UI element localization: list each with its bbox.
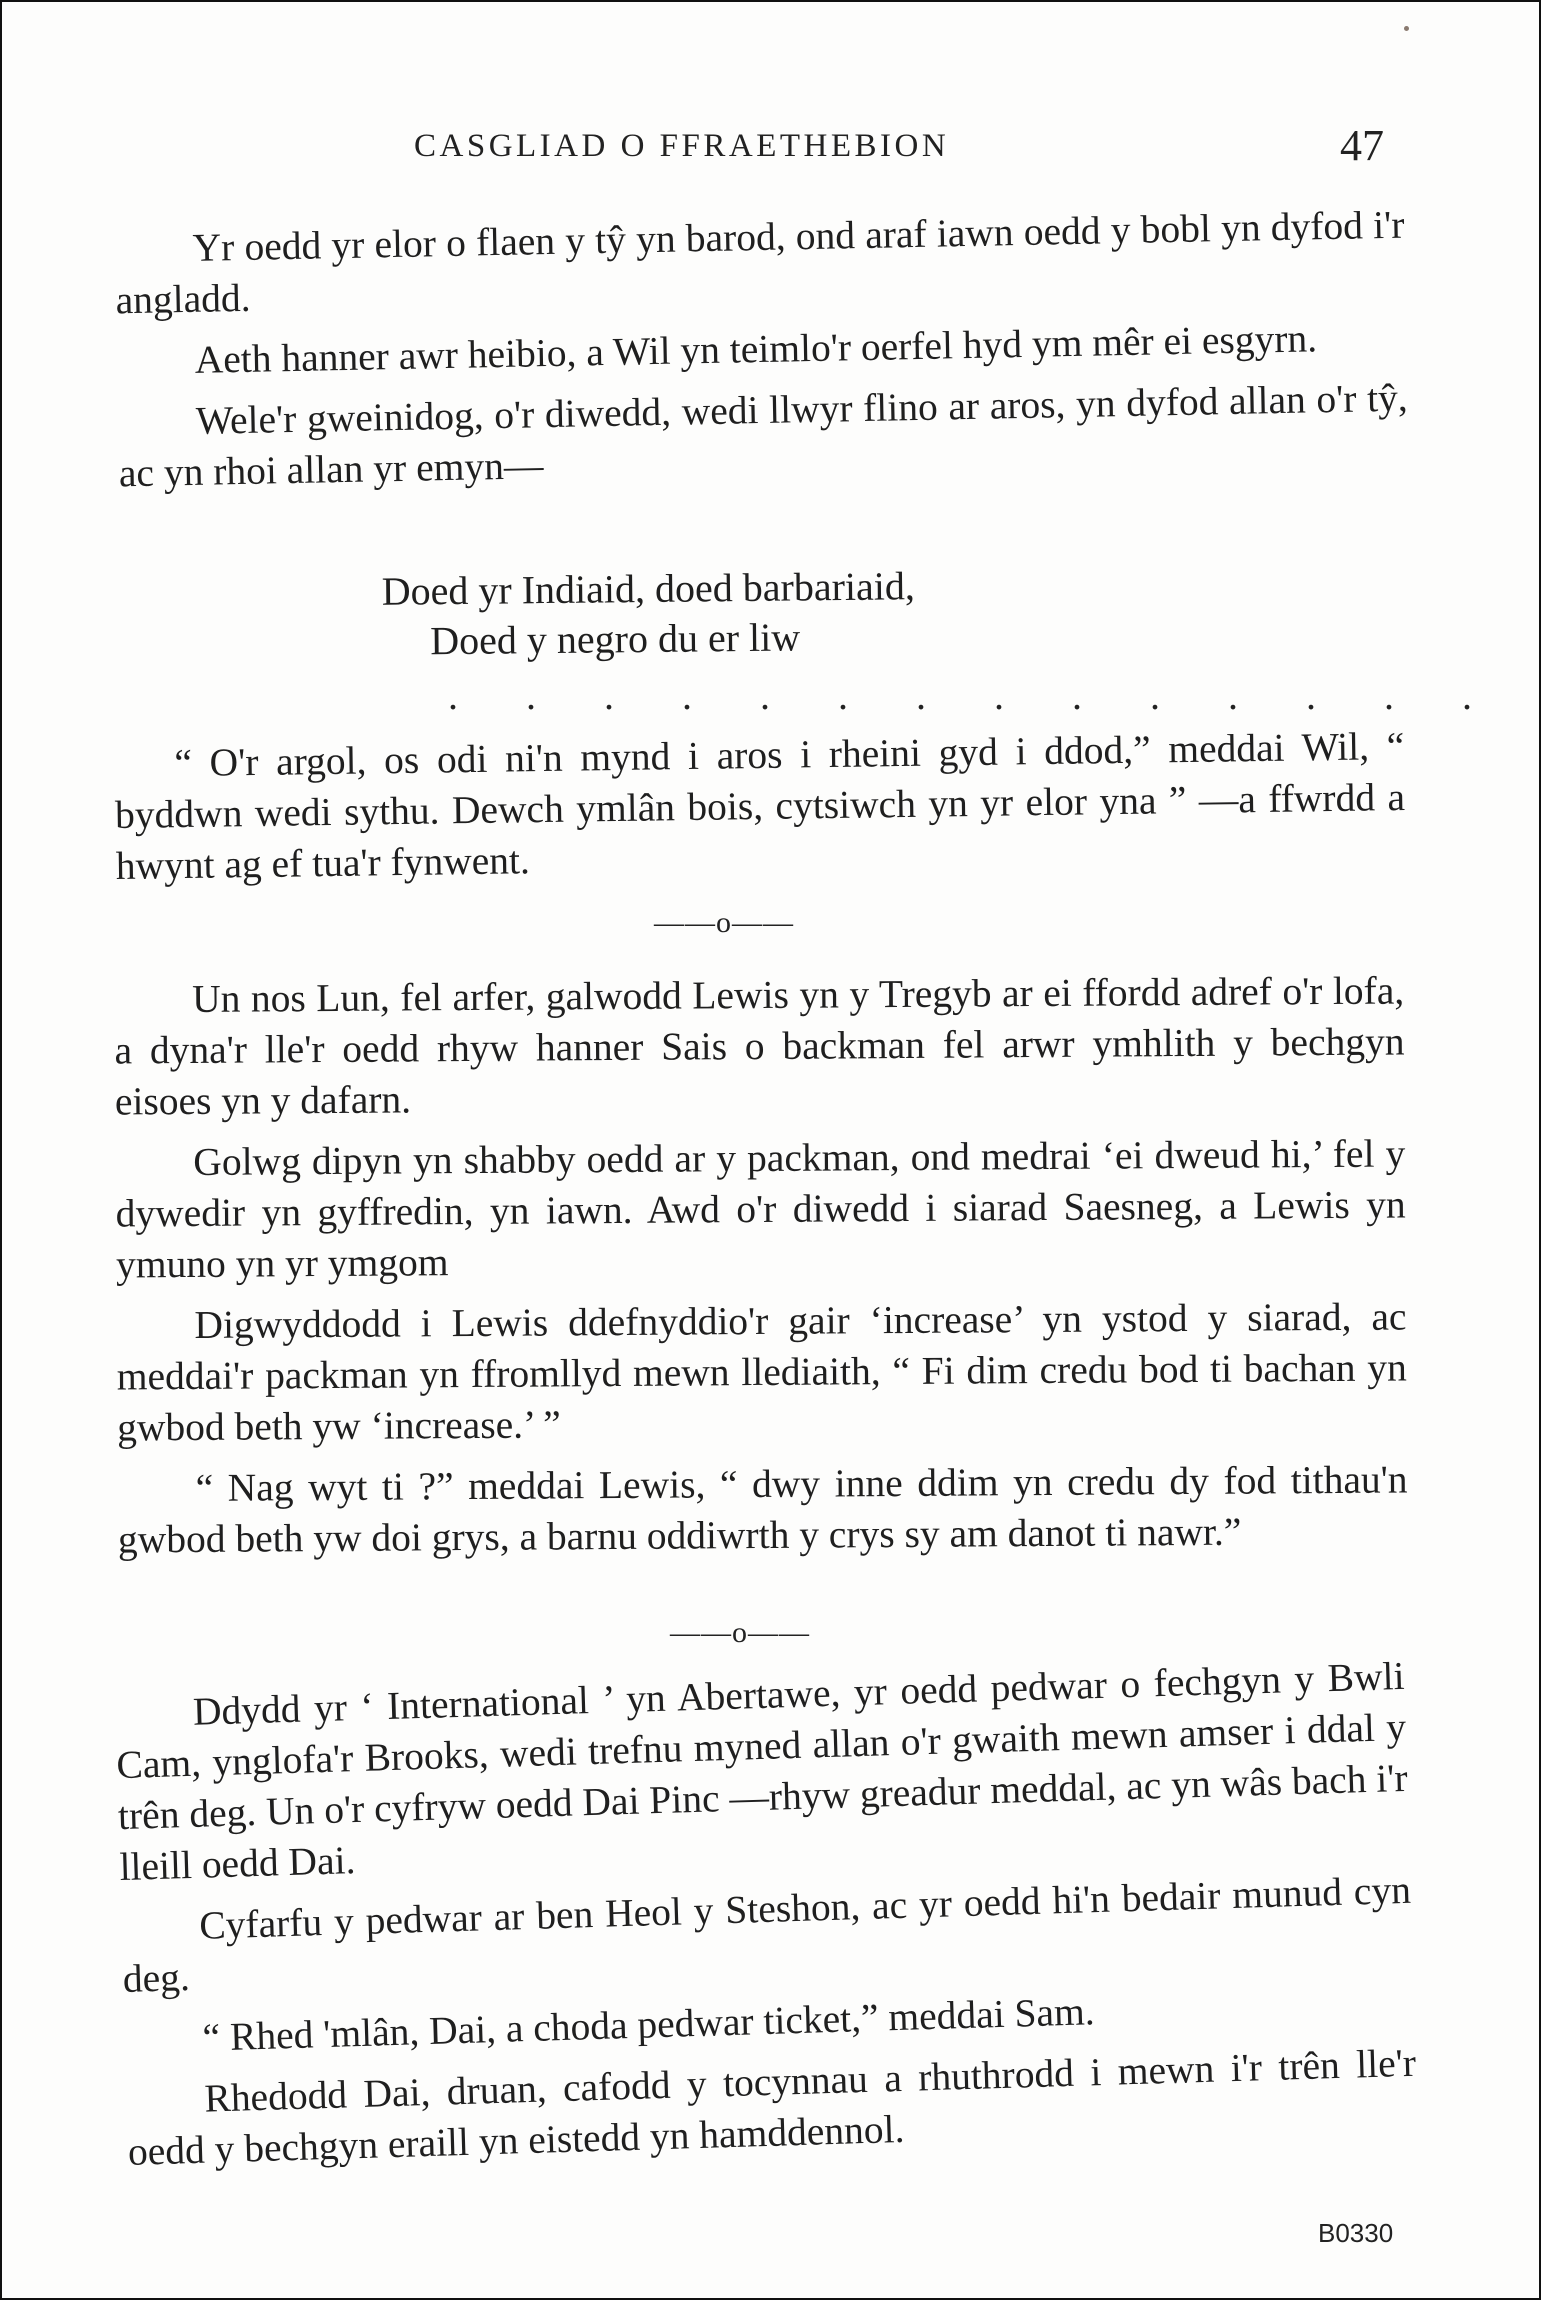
paragraph: Aeth hanner awr heibio, a Wil yn teimlo'r oerfel hyd ym mêr ei esgyrn.: [194, 316, 1318, 382]
section-first-paragraphs: [114, 200, 1409, 510]
closing-paragraph: “ O'r argol, os odi ni'n mynd i aros i rheini gyd i ddod,” meddai Wil, “ byddwn wedi sythu. Dewch ymlân bois, cytsiwch yn yr elor yna ” —a ffwrdd a hwynt ag ef tua'r fynwent.: [114, 723, 1406, 888]
ink-speck: [1404, 26, 1409, 31]
section-second-paragraphs: [114, 965, 1408, 1575]
verse-line: Doed yr Indiaid, doed barbariaid,: [381, 563, 916, 614]
ellipsis-line: . . . . . . . . . . . . . .: [448, 673, 1501, 718]
page-number: 47: [1340, 121, 1384, 170]
page-header: [2, 120, 1539, 180]
hymn-verse: [381, 561, 915, 667]
paragraph: Un nos Lun, fel arfer, galwodd Lewis yn y Tregyb ar ei ffordd adref o'r lofa, a dyna'r lle'r oedd rhyw hanner Sais o backman fel arwr ymhlith y bechgyn eisoes yn y dafarn.: [114, 968, 1405, 1124]
section-separator: ——o——: [670, 1616, 810, 1649]
paragraph: Cyfarfu y pedwar ar ben Heol y Steshon, ac yr oedd hi'n bedair munud cyn deg.: [122, 1867, 1412, 2001]
paragraph: “ Nag wyt ti ?” meddai Lewis, “ dwy inne ddim yn credu dy fod tithau'n gwbod beth yw doi grys, a barnu oddiwrth y crys sy am danot ti nawr.”: [117, 1457, 1408, 1562]
paragraph: Digwyddodd i Lewis ddefnyddio'r gair ‘increase’ yn ystod y siarad, ac meddai'r packman yn ffromllyd mewn llediaith, “ Fi dim credu bod ti bachan yn gwbod beth yw ‘increase.’ ”: [116, 1294, 1407, 1450]
section-third-paragraphs: [114, 1651, 1418, 2188]
paragraph: Yr oedd yr elor o flaen y tŷ yn barod, ond araf iawn oedd y bobl yn dyfod i'r angladd.: [115, 202, 1405, 323]
catalog-id: B0330: [1318, 2218, 1394, 2248]
verse-line: Doed y negro du er liw: [430, 614, 801, 664]
paragraph: Rhedodd Dai, druan, cafodd y tocynnau a rhuthrodd i mewn i'r trên lle'r oedd y bechgyn eraill yn eistedd yn hamddennol.: [127, 2040, 1417, 2174]
paragraph: “ Rhed 'mlân, Dai, a choda pedwar ticket,” meddai Sam.: [202, 1989, 1096, 2060]
paragraph: Ddydd yr ‘ International ’ yn Abertawe, yr oedd pedwar o fechgyn y Bwli Cam, ynglofa'r Brooks, wedi trefnu myned allan o'r gwaith mewn amser i ddal y trên deg. Un o'r cyfryw oedd Dai Pinc —rhyw greadur meddal, ac yn wâs bach i'r lleill oedd Dai.: [115, 1653, 1409, 1890]
section-separator: ——o——: [654, 906, 794, 939]
paragraph: Wele'r gweinidog, o'r diwedd, wedi llwyr flino ar aros, yn dyfod allan o'r tŷ, ac yn rhoi allan yr emyn—: [118, 375, 1409, 496]
running-title: CASGLIAD O FFRAETHEBION: [414, 128, 950, 164]
paragraph: Golwg dipyn yn shabby oedd ar y packman, ond medrai ‘ei dweud hi,’ fel y dywedir yn gyffredin, yn iawn. Awd o'r diwedd i siarad Saesneg, a Lewis yn ymuno yn yr ymgom: [115, 1131, 1406, 1287]
